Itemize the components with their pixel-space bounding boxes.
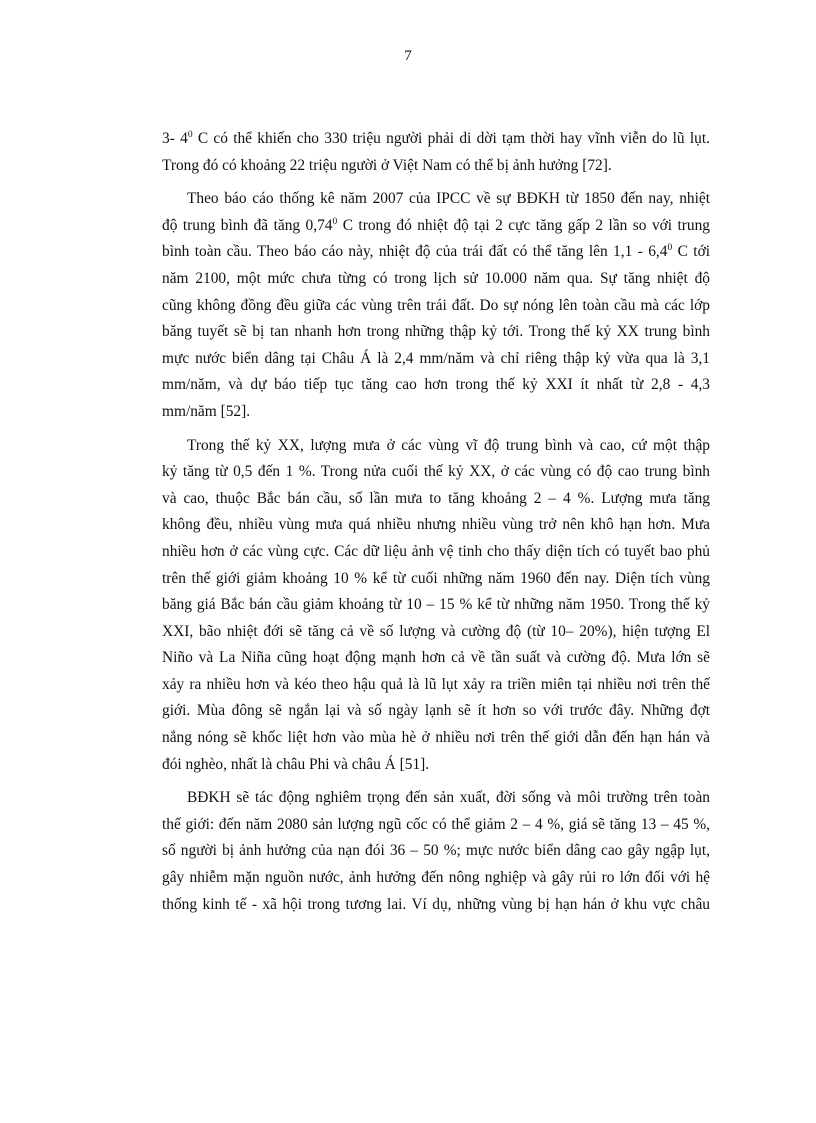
text-line: Trong thế kỷ XX, lượng mưa ở các vùng vĩ độ trung bình và cao, cứ một thập [187, 436, 710, 454]
text-line: mực nước biển dâng tại Châu Á là 2,4 mm/năm và chỉ riêng thập kỷ vừa qua là 3,1 [162, 349, 710, 367]
text-line: giới. Mùa đông sẽ ngắn lại và số ngày lạnh sẽ ít hơn so với trước đây. Những đợt [162, 702, 710, 720]
text-line: đói nghèo, nhất là châu Phi và châu Á [51]. [162, 755, 430, 773]
text-line: số người bị ảnh hưởng của nạn đói 36 – 50 %; mực nước biển dâng cao gây ngập lụt, [162, 842, 710, 860]
text-line: không đều, nhiều vùng mưa quá nhiều nhưng nhiều vùng trở nên khô hạn hơn. Mưa [162, 516, 710, 534]
text-line: xảy ra nhiều hơn và kéo theo hậu quả là lũ lụt xảy ra triền miên tại nhiều nơi trên thế [162, 675, 710, 693]
text-line: BĐKH sẽ tác động nghiêm trọng đến sản xuất, đời sống và môi trường trên toàn [187, 789, 710, 807]
text-line: Trong đó có khoảng 22 triệu người ở Việt Nam có thể bị ảnh hưởng [72]. [162, 156, 612, 174]
text-line: nắng nóng sẽ khốc liệt hơn vào mùa hè ở nhiều nơi trên thế giới dẫn đến hạn hán và [162, 729, 710, 747]
text-line: Theo báo cáo thống kê năm 2007 của IPCC về sự BĐKH từ 1850 đến nay, nhiệt [187, 190, 710, 208]
text-line: mm/năm [52]. [162, 402, 251, 420]
text-line: mm/năm, và dự báo tiếp tục tăng cao hơn trong thế kỷ XXI ít nhất từ 2,8 - 4,3 [162, 376, 710, 394]
text-line: kỷ tăng từ 0,5 đến 1 %. Trong nửa cuối thế kỷ XX, ở các vùng có độ cao trung bình [162, 463, 710, 481]
text-line: XXI, bão nhiệt đới sẽ tăng cả về số lượng và cường độ (từ 10– 20%), hiện tượng El [162, 622, 710, 640]
paragraph-3 [162, 433, 710, 779]
body-text [162, 126, 710, 918]
text-line: độ trung bình đã tăng 0,74$^0$ C trong đó nhiệt độ tại 2 cực tăng gấp 2 lần so với trung [162, 216, 711, 234]
degree-superscript: 0 [332, 216, 338, 227]
text-line: và cao, thuộc Bắc bán cầu, số lần mưa to tăng khoảng 2 – 4 %. Lượng mưa tăng [162, 489, 710, 507]
degree-superscript: 0 [187, 130, 193, 140]
paragraph-4 [162, 785, 710, 918]
text-line: bình toàn cầu. Theo báo cáo này, nhiệt độ của trái đất có thể tăng lên $1,1 - 6,4^0$ C tới [162, 243, 710, 261]
degree-superscript: 0 [667, 243, 673, 254]
text-line: nhiều hơn ở các vùng cực. Các dữ liệu ảnh vệ tinh cho thấy diện tích có tuyết bao phủ [162, 542, 710, 560]
paragraph-1 [162, 126, 710, 179]
text-line: băng tuyết sẽ bị tan nhanh hơn trong những thập kỷ tới. Trong thế kỷ XX trung bình [162, 323, 710, 341]
text-line: 3- $4^0$ C có thể khiến cho 330 triệu người phải di dời tạm thời hay vĩnh viễn do lũ lụt. [162, 130, 710, 147]
page-number: 7 [404, 48, 412, 64]
text-line: thống kinh tế - xã hội trong tương lai. Ví dụ, những vùng bị hạn hán ở khu vực châu [162, 895, 710, 913]
text-line: năm 2100, một mức chưa từng có trong lịch sử 10.000 năm qua. Sự tăng nhiệt độ [162, 269, 710, 287]
text-line: thế giới: đến năm 2080 sản lượng ngũ cốc có thể giảm 2 – 4 %, giá sẽ tăng 13 – 45 %, [162, 815, 710, 833]
paragraph-2 [162, 186, 710, 425]
text-line: trên thế giới giảm khoảng 10 % kể từ cuối những năm 1960 đến nay. Diện tích vùng [162, 569, 710, 587]
text-line: cũng không đồng đều giữa các vùng trên trái đất. Do sự nóng lên toàn cầu mà các lớp [162, 296, 710, 314]
text-line: Niño và La Niña cũng hoạt động mạnh hơn cả về tần suất và cường độ. Mưa lớn sẽ [162, 649, 710, 667]
text-line: gây nhiễm mặn nguồn nước, ảnh hưởng đến nông nghiệp và gây rủi ro lớn đối với hệ [162, 869, 710, 887]
text-line: băng giá Bắc bán cầu giảm khoảng từ 10 – 15 % kể từ những năm 1950. Trong thế kỷ [162, 596, 710, 614]
